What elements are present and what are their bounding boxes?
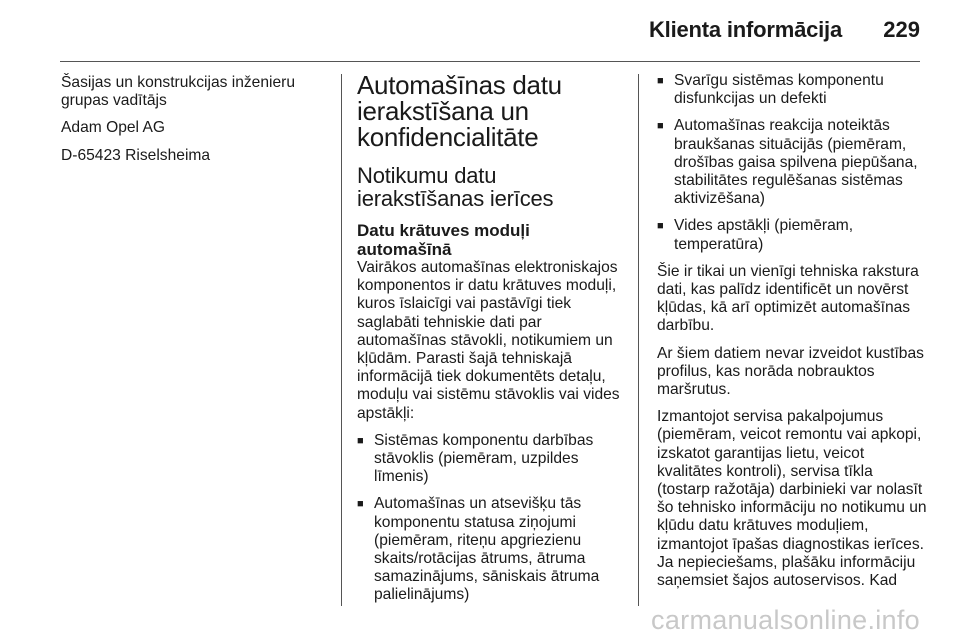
list-item	[657, 217, 927, 253]
square-bullet-icon: ■	[657, 220, 664, 233]
heading-level-1: Automašīnas datu ierakstīšana un konfidencialitāte	[357, 70, 562, 152]
square-bullet-icon: ■	[657, 120, 664, 133]
square-bullet-icon: ■	[357, 434, 364, 447]
column-divider-1	[341, 74, 342, 606]
column-left	[61, 74, 333, 174]
paragraph: D-65423 Riselsheima	[61, 146, 211, 164]
list-item-text: Svarīgu sistēmas komponentu disfunkcijas un defekti	[674, 72, 884, 108]
paragraph: Izmantojot servisa pakalpojumus (piemēram, veicot remontu vai apkopi, izskatot garantijas lietu, veicot kvalitātes kontroli), servisa tīkla (tostarp ražotāja) darbinieki var nolasīt šo tehnisko informāciju no notikumu un kļūdu datu krātuves moduļiem, izmantojot īpašas diagnostikas ierīces. Ja nepieciešams, plašāku informāciju saņemsiet šajos autoservisos. Kad	[657, 408, 927, 590]
list-item-text: Automašīnas un atsevišķu tās komponentu statusa ziņojumi (piemēram, riteņu apgriezienu skaits/rotācijas ātrums, ātruma samazinājums, sāniskais ātruma palielinājums)	[374, 495, 600, 604]
intro-paragraph: Vairākos automašīnas elektroniskajos komponentos ir datu krātuves moduļi, kuros īslaicīgi vai pastāvīgi tiek saglabāti tehniskie dati par automašīnas stāvokli, notikumiem un kļūdām. Parasti šajā tehniskajā informācijā tiek dokumentēts detaļu, moduļu vai sistēmu stāvoklis vai vides apstākļi:	[357, 259, 620, 422]
paragraph: Ar šiem datiem nevar izveidot kustības profilus, kas norāda nobrauktos maršrutus.	[657, 344, 924, 399]
column-divider-2	[638, 74, 639, 606]
header-divider	[60, 61, 920, 62]
list-item-text: Automašīnas reakcija noteiktās braukšanas situācijās (piemēram, drošības gaisa spilvena piepūšana, stabilitātes regulēšanas sistēmas aktivizēšana)	[674, 117, 918, 208]
list-item-text: Vides apstākļi (piemēram, temperatūra)	[674, 217, 854, 253]
paragraph: Šasijas un konstrukcijas inženieru grupas vadītājs	[61, 74, 296, 110]
column-middle	[357, 72, 625, 614]
list-item-text: Sistēmas komponentu darbības stāvoklis (piemēram, uzpildes līmenis)	[374, 431, 594, 486]
page-header	[0, 0, 960, 62]
paragraph: Šie ir tikai un vienīgi tehniska rakstura dati, kas palīdz identificēt un novērst kļūdas, kā arī optimizēt automašīnas darbību.	[657, 262, 919, 335]
square-bullet-icon: ■	[357, 498, 364, 511]
bullet-list	[657, 72, 927, 254]
watermark-text: carmanualsonline.info	[651, 605, 920, 635]
heading-level-2: Notikumu datu ierakstīšanas ierīces	[357, 163, 554, 211]
list-item	[357, 495, 625, 604]
paragraph: Adam Opel AG	[61, 119, 166, 137]
list-item	[657, 117, 927, 208]
list-item	[357, 432, 625, 487]
page-number: 229	[883, 17, 920, 42]
bullet-list	[357, 432, 625, 605]
section-title: Klienta informācija	[648, 17, 842, 42]
square-bullet-icon: ■	[657, 75, 664, 87]
heading-level-3: Datu krātuves moduļi automašīnā	[357, 221, 530, 259]
column-right	[657, 72, 927, 599]
list-item	[657, 72, 927, 108]
